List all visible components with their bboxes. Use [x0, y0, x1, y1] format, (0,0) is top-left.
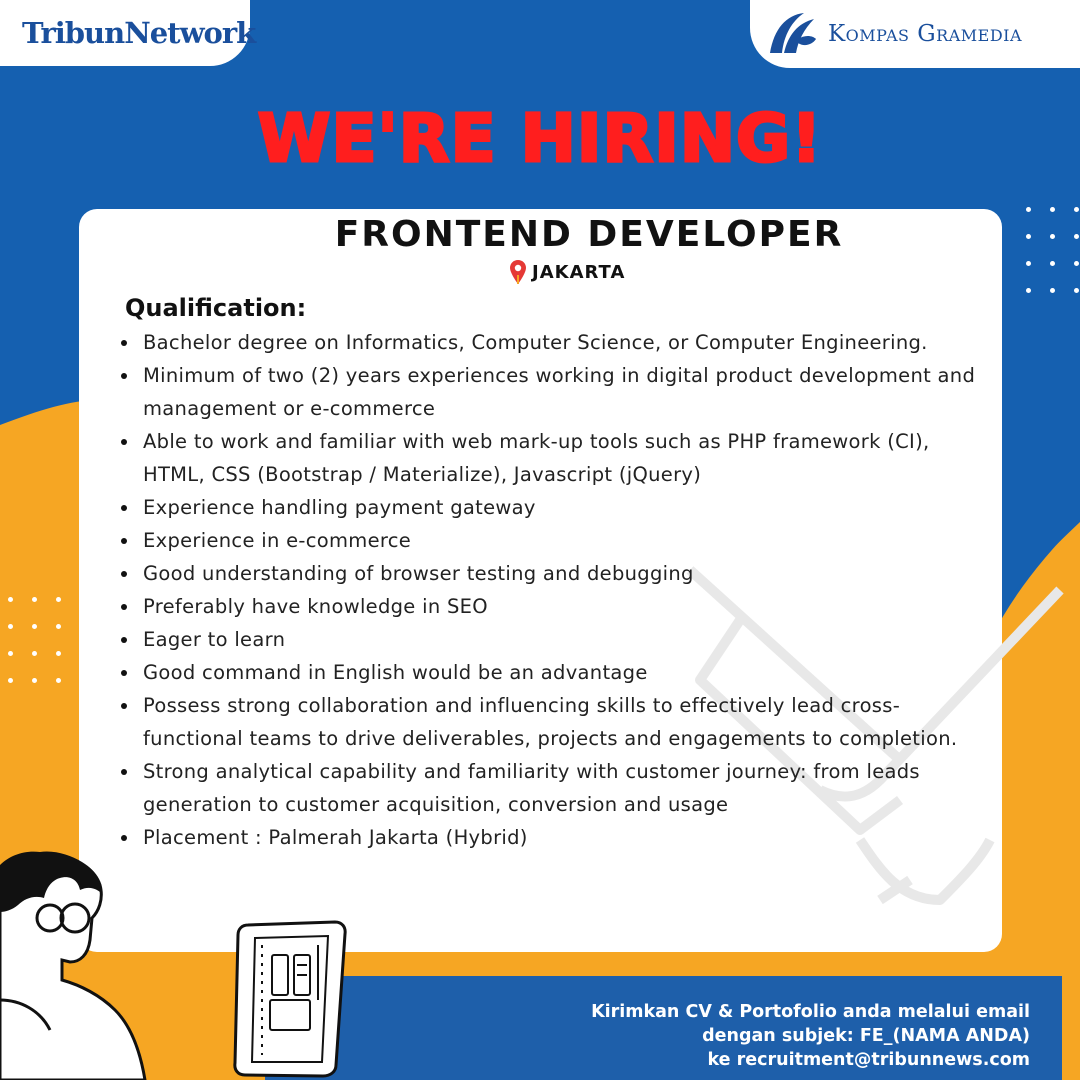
- hiring-headline: WE'RE HIRING!: [257, 100, 823, 177]
- qualification-list: [143, 326, 988, 854]
- kompas-gramedia-logo: Kompas Gramedia: [750, 0, 1080, 68]
- list-item: Eager to learn: [143, 623, 988, 656]
- list-item: Preferably have knowledge in SEO: [143, 590, 988, 623]
- kg-logo-icon: [764, 9, 820, 59]
- job-title: FRONTEND DEVELOPER: [334, 214, 844, 255]
- list-item: Experience handling payment gateway: [143, 491, 988, 524]
- footer-line-1: Kirimkan CV & Portofolio anda melalui email: [591, 1002, 1030, 1022]
- footer-line-3: ke recruitment@tribunnews.com: [707, 1050, 1030, 1070]
- list-item: Bachelor degree on Informatics, Computer Science, or Computer Engineering.: [143, 326, 988, 359]
- list-item: Good understanding of browser testing and debugging: [143, 557, 988, 590]
- list-item: Placement : Palmerah Jakarta (Hybrid): [143, 821, 988, 854]
- list-item: Good command in English would be an advantage: [143, 656, 988, 689]
- qualification-heading: Qualification:: [125, 294, 307, 322]
- list-item: Strong analytical capability and familiarity with customer journey: from leads generation to customer acquisition, conversion and usage: [143, 755, 988, 821]
- location-pin-icon: [510, 260, 526, 284]
- dots-decoration-left: [8, 597, 61, 683]
- job-location: [510, 260, 625, 284]
- location-label: JAKARTA: [532, 261, 626, 283]
- list-item: Able to work and familiar with web mark-up tools such as PHP framework (CI), HTML, CSS (Bootstrap / Materialize), Javascript (jQuery): [143, 425, 988, 491]
- footer-contact-text: [591, 1000, 1030, 1072]
- footer-line-2: dengan subjek: FE_(NAMA ANDA): [702, 1026, 1030, 1046]
- list-item: Experience in e-commerce: [143, 524, 988, 557]
- list-item: Possess strong collaboration and influencing skills to effectively lead cross-functional teams to drive deliverables, projects and engagements to completion.: [143, 689, 988, 755]
- tribunnetwork-logo: TribunNetwork: [0, 0, 250, 66]
- list-item: Minimum of two (2) years experiences working in digital product development and management or e-commerce: [143, 359, 988, 425]
